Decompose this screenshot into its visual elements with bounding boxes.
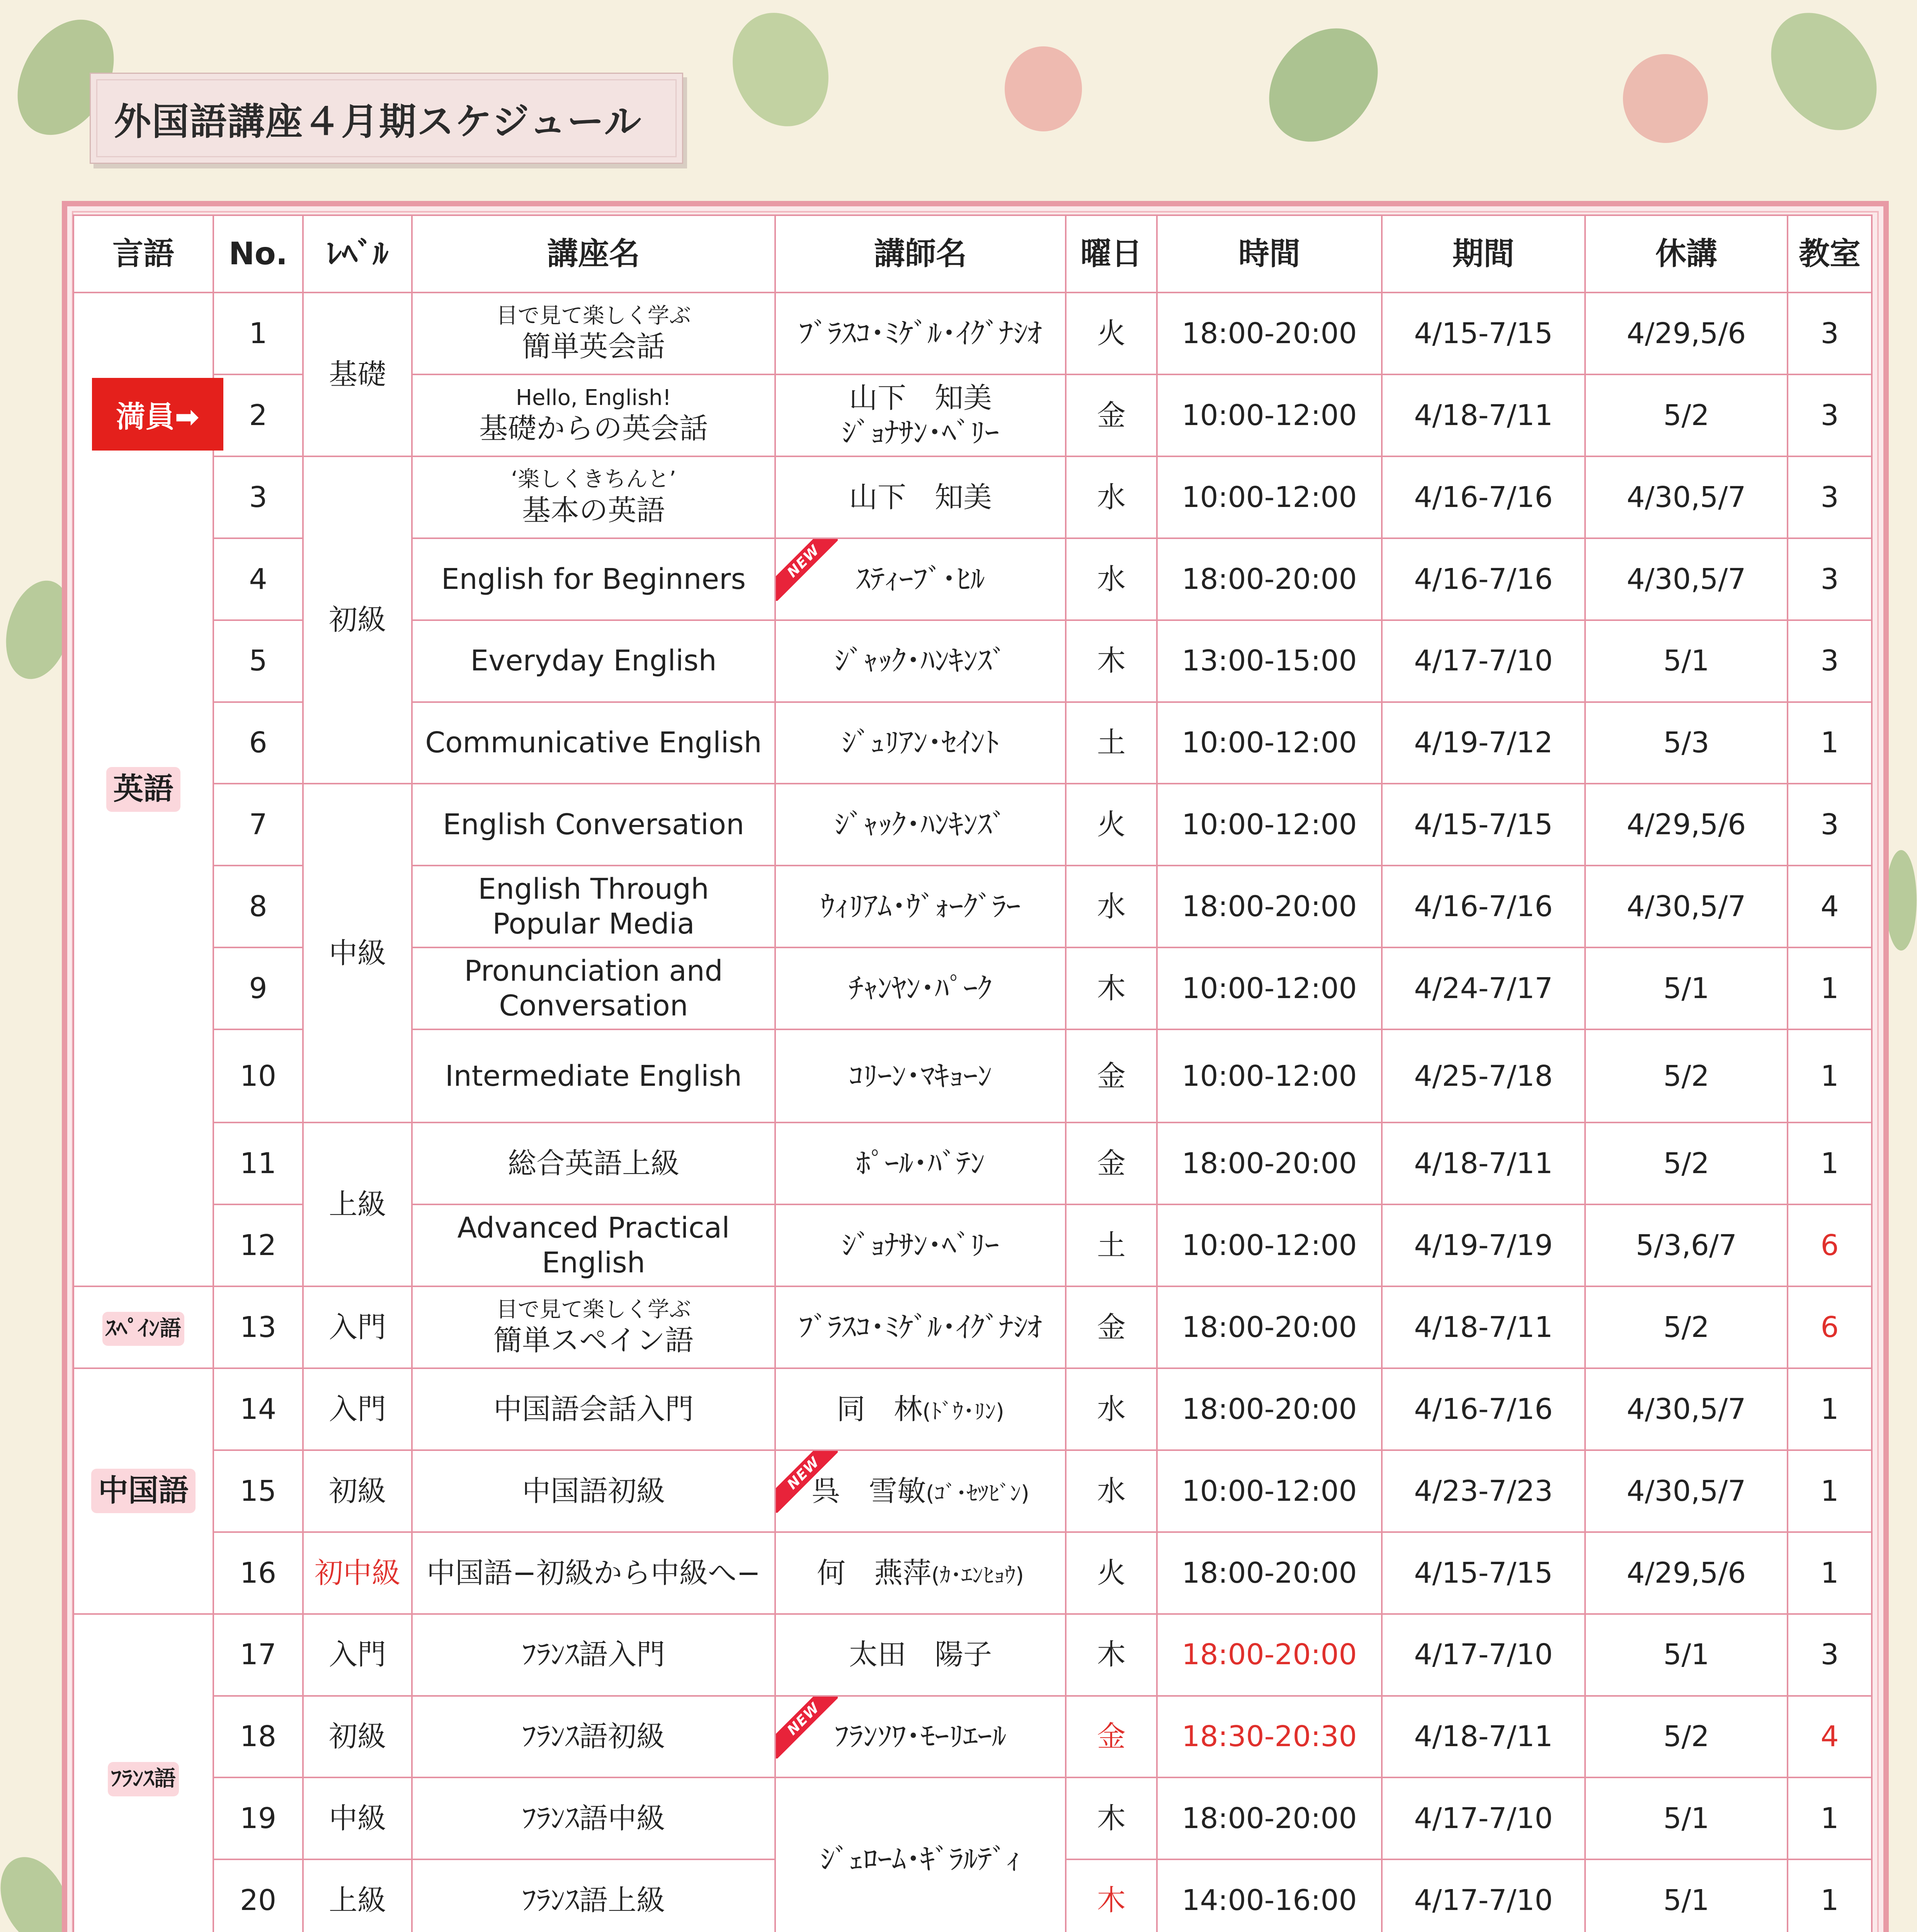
cell-off: 4/29,5/6 [1585,784,1788,866]
cell-no: 13 [213,1286,303,1368]
cell-level: 中級 [303,1777,412,1859]
cell-course [412,1286,775,1368]
new-ribbon-label: NEW [776,1697,838,1759]
cell-period: 4/19-7/12 [1382,702,1585,784]
leaf-decoration [1749,0,1898,150]
cell-off: 5/1 [1585,1859,1788,1932]
cell-no: 20 [213,1859,303,1932]
table-row [73,1286,1872,1368]
cell-period: 4/25-7/18 [1382,1029,1585,1122]
cell-off: 5/2 [1585,1122,1788,1204]
cell-time: 10:00-12:00 [1157,374,1382,456]
cell-room: 1 [1788,1122,1872,1204]
cell-course: 中国語−初級から中級へ− [412,1532,775,1614]
header-day: 曜日 [1066,215,1157,293]
cell-day: 木 [1066,1859,1157,1932]
cell-teacher [775,1450,1066,1532]
cell-off: 5/1 [1585,1614,1788,1696]
cell-no: 4 [213,538,303,620]
teacher-name: 同 林 [837,1392,923,1426]
cell-period: 4/19-7/19 [1382,1204,1585,1286]
cell-course [412,456,775,538]
course-subtitle: 目で見て楽しく学ぶ [496,1297,691,1322]
cell-level: 上級 [303,1859,412,1932]
course-subtitle: Hello, English! [515,385,672,410]
header-period: 期間 [1382,215,1585,293]
course-title: Pronunciation and [464,954,723,988]
cell-room: 1 [1788,947,1872,1029]
cell-no: 9 [213,947,303,1029]
course-title: English Through [478,872,709,906]
cell-period: 4/17-7/10 [1382,1614,1585,1696]
cell-course: 中国語会話入門 [412,1368,775,1450]
cell-period: 4/16-7/16 [1382,538,1585,620]
language-cell-french [73,1614,213,1932]
cell-off: 5/1 [1585,620,1788,702]
table-row [73,1450,1872,1532]
cell-time: 10:00-12:00 [1157,947,1382,1029]
cell-period: 4/16-7/16 [1382,866,1585,947]
cell-room: 1 [1788,1450,1872,1532]
table-header-row [73,215,1872,293]
cell-room: 4 [1788,866,1872,947]
cell-room: 3 [1788,293,1872,374]
cell-time: 18:00-20:00 [1157,1532,1382,1614]
cell-time: 18:00-20:00 [1157,866,1382,947]
cell-off: 5/1 [1585,947,1788,1029]
header-teacher: 講師名 [775,215,1066,293]
teacher-name: 何 燕萍 [817,1556,932,1590]
cell-room: 1 [1788,1777,1872,1859]
cell-course: 中国語初級 [412,1450,775,1532]
course-title: Popular Media [492,907,695,941]
teacher-kana: (ｺﾞ･ｾﾂﾋﾞﾝ) [926,1481,1029,1506]
cell-room: 3 [1788,374,1872,456]
cell-period: 4/18-7/11 [1382,1696,1585,1778]
language-cell-chinese [73,1368,213,1614]
header-room: 教室 [1788,215,1872,293]
cell-teacher [775,374,1066,456]
cell-no: 11 [213,1122,303,1204]
table-row [73,1777,1872,1859]
cell-day: 木 [1066,620,1157,702]
new-ribbon-label: NEW [776,539,838,601]
cell-off: 4/30,5/7 [1585,456,1788,538]
cell-day: 金 [1066,374,1157,456]
cell-course [412,293,775,374]
cell-room: 3 [1788,784,1872,866]
cell-no: 6 [213,702,303,784]
page-title: 外国語講座４月期スケジュール [114,100,642,143]
cell-course: Everyday English [412,620,775,702]
cell-no: 14 [213,1368,303,1450]
cell-day: 火 [1066,1532,1157,1614]
cell-no: 8 [213,866,303,947]
teacher-name: ﾌﾗﾝｿﾜ･ﾓｰﾘｴｰﾙ [835,1720,1006,1753]
cell-period: 4/16-7/16 [1382,1368,1585,1450]
header-language: 言語 [73,215,213,293]
cell-teacher: ｺﾘｰﾝ･ﾏｷｮｰﾝ [775,1029,1066,1122]
course-title: Advanced Practical [457,1211,730,1245]
cell-room: 1 [1788,1532,1872,1614]
cell-level: 初級 [303,456,412,784]
teacher-name: 呉 雪敏 [811,1474,926,1508]
course-subtitle: ‘楽しくきちんと’ [511,467,676,492]
header-off: 休講 [1585,215,1788,293]
cell-day: 火 [1066,784,1157,866]
cell-course: Communicative English [412,702,775,784]
cell-no: 18 [213,1696,303,1778]
header-level: ﾚﾍﾞﾙ [303,215,412,293]
cell-off: 5/2 [1585,1029,1788,1122]
new-ribbon [776,539,838,601]
language-tag: ｽﾍﾟｲﾝ語 [102,1312,184,1346]
cell-room: 3 [1788,620,1872,702]
cell-off: 4/29,5/6 [1585,293,1788,374]
cell-level: 上級 [303,1122,412,1286]
teacher-name: 山下 知美 [849,381,992,415]
cell-off: 5/3,6/7 [1585,1204,1788,1286]
cell-period: 4/18-7/11 [1382,374,1585,456]
cell-level: 入門 [303,1614,412,1696]
new-ribbon [776,1697,838,1759]
cell-teacher: ｼﾞｭﾘｱﾝ･ｾｲﾝﾄ [775,702,1066,784]
cell-teacher: ｼﾞｬｯｸ･ﾊﾝｷﾝｽﾞ [775,620,1066,702]
cell-room: 3 [1788,1614,1872,1696]
cell-teacher: ﾌﾞﾗｽｺ･ﾐｹﾞﾙ･ｲｸﾞﾅｼｵ [775,293,1066,374]
cell-day: 水 [1066,866,1157,947]
cell-course: Intermediate English [412,1029,775,1122]
cell-teacher: ﾁｬﾝﾔﾝ･ﾊﾟｰｸ [775,947,1066,1029]
new-ribbon-label: NEW [776,1451,838,1513]
cell-time: 10:00-12:00 [1157,784,1382,866]
cell-level: 初級 [303,1450,412,1532]
cell-course [412,947,775,1029]
cell-course: ﾌﾗﾝｽ語入門 [412,1614,775,1696]
cell-teacher: ｳｨﾘｱﾑ･ｳﾞｫｰｸﾞﾗｰ [775,866,1066,947]
cell-teacher [775,1532,1066,1614]
cell-off: 5/2 [1585,374,1788,456]
cell-no: 7 [213,784,303,866]
cell-off: 4/30,5/7 [1585,538,1788,620]
cell-period: 4/23-7/23 [1382,1450,1585,1532]
cell-course: English for Beginners [412,538,775,620]
course-title: 基本の英語 [522,493,665,527]
cell-day: 木 [1066,947,1157,1029]
cell-course [412,866,775,947]
cell-level: 入門 [303,1286,412,1368]
cell-time: 18:00-20:00 [1157,1122,1382,1204]
cell-teacher: 山下 知美 [775,456,1066,538]
cell-no: 16 [213,1532,303,1614]
cell-teacher: 太田 陽子 [775,1614,1066,1696]
cell-time: 18:00-20:00 [1157,1368,1382,1450]
language-tag: 中国語 [91,1469,196,1513]
cell-period: 4/15-7/15 [1382,293,1585,374]
cell-off: 5/1 [1585,1777,1788,1859]
cell-time: 18:30-20:30 [1157,1696,1382,1778]
table-row [73,456,1872,538]
teacher-name: ｽﾃｨｰﾌﾞ･ﾋﾙ [856,562,985,596]
cell-time: 18:00-20:00 [1157,1286,1382,1368]
cell-level: 中級 [303,784,412,1122]
table-row [73,1696,1872,1778]
cell-teacher [775,1696,1066,1778]
cell-course [412,1204,775,1286]
cell-period: 4/15-7/15 [1382,784,1585,866]
cell-course: ﾌﾗﾝｽ語初級 [412,1696,775,1778]
cell-time: 18:00-20:00 [1157,1777,1382,1859]
cell-no: 15 [213,1450,303,1532]
table-row [73,1532,1872,1614]
cell-course: ﾌﾗﾝｽ語上級 [412,1859,775,1932]
cell-teacher [775,1368,1066,1450]
cell-day: 火 [1066,293,1157,374]
cell-day: 金 [1066,1122,1157,1204]
header-no: No. [213,215,303,293]
cell-room: 6 [1788,1204,1872,1286]
cell-period: 4/24-7/17 [1382,947,1585,1029]
cell-time: 10:00-12:00 [1157,456,1382,538]
cell-period: 4/18-7/11 [1382,1122,1585,1204]
cell-no: 5 [213,620,303,702]
cell-no: 10 [213,1029,303,1122]
course-title: 基礎からの英会話 [479,412,708,445]
cell-day: 金 [1066,1029,1157,1122]
teacher-name: ｼﾞｮﾅｻﾝ･ﾍﾞﾘｰ [842,416,999,449]
table-row [73,293,1872,374]
cell-period: 4/18-7/11 [1382,1286,1585,1368]
cell-off: 4/30,5/7 [1585,1368,1788,1450]
course-title: English [542,1246,645,1280]
cell-teacher: ｼﾞｬｯｸ･ﾊﾝｷﾝｽﾞ [775,784,1066,866]
cell-day: 土 [1066,702,1157,784]
cell-day: 金 [1066,1286,1157,1368]
cell-off: 4/30,5/7 [1585,1450,1788,1532]
course-title: Conversation [499,989,688,1023]
cell-period: 4/16-7/16 [1382,456,1585,538]
cell-no: 12 [213,1204,303,1286]
cell-day: 水 [1066,1368,1157,1450]
cell-teacher: ﾎﾟｰﾙ･ﾊﾞﾃﾝ [775,1122,1066,1204]
cell-level: 入門 [303,1368,412,1450]
new-ribbon [776,1451,838,1513]
cell-course: 総合英語上級 [412,1122,775,1204]
cell-course: English Conversation [412,784,775,866]
cell-time: 18:00-20:00 [1157,538,1382,620]
cell-off: 5/3 [1585,702,1788,784]
cell-room: 4 [1788,1696,1872,1778]
cell-day: 水 [1066,456,1157,538]
cell-room: 3 [1788,538,1872,620]
cell-off: 5/2 [1585,1286,1788,1368]
cell-room: 1 [1788,1859,1872,1932]
cell-course: ﾌﾗﾝｽ語中級 [412,1777,775,1859]
leaf-decoration [1247,7,1400,163]
cell-level: 初級 [303,1696,412,1778]
cell-time: 10:00-12:00 [1157,1029,1382,1122]
table-row [73,1122,1872,1204]
cell-day: 木 [1066,1614,1157,1696]
cell-teacher [775,538,1066,620]
schedule-table [73,214,1873,1932]
cell-no: 19 [213,1777,303,1859]
cell-day: 土 [1066,1204,1157,1286]
cell-teacher: ｼﾞｮﾅｻﾝ･ﾍﾞﾘｰ [775,1204,1066,1286]
cell-day: 木 [1066,1777,1157,1859]
course-title: 簡単英会話 [522,330,665,363]
cell-level: 初中級 [303,1532,412,1614]
cell-off: 4/29,5/6 [1585,1532,1788,1614]
cell-no: 17 [213,1614,303,1696]
course-title: 簡単スペイン語 [493,1323,694,1357]
language-tag: ﾌﾗﾝｽ語 [108,1762,179,1796]
cell-period: 4/17-7/10 [1382,1859,1585,1932]
cell-day: 水 [1066,1450,1157,1532]
cell-room: 3 [1788,456,1872,538]
full-badge: 満員➡ [92,378,223,451]
cell-period: 4/17-7/10 [1382,1777,1585,1859]
berry-decoration [1005,46,1082,131]
cell-room: 1 [1788,1029,1872,1122]
cell-course [412,374,775,456]
cell-off: 5/2 [1585,1696,1788,1778]
cell-day: 水 [1066,538,1157,620]
cell-teacher: ﾌﾞﾗｽｺ･ﾐｹﾞﾙ･ｲｸﾞﾅｼｵ [775,1286,1066,1368]
cell-time: 18:00-20:00 [1157,293,1382,374]
cell-time: 14:00-16:00 [1157,1859,1382,1932]
berry-decoration [1623,54,1708,143]
cell-time: 10:00-12:00 [1157,1204,1382,1286]
teacher-kana: (ｶ･ｴﾝﾋｮｳ) [931,1563,1024,1588]
cell-room: 6 [1788,1286,1872,1368]
course-subtitle: 目で見て楽しく学ぶ [496,303,691,328]
cell-teacher: ｼﾞｪﾛｰﾑ･ｷﾞﾗﾙﾃﾞｨ [775,1777,1066,1932]
table-row [73,784,1872,866]
cell-room: 1 [1788,1368,1872,1450]
leaf-decoration [1886,850,1917,951]
cell-day: 金 [1066,1696,1157,1778]
table-row [73,1368,1872,1450]
cell-period: 4/17-7/10 [1382,620,1585,702]
cell-time: 18:00-20:00 [1157,1614,1382,1696]
teacher-kana: (ﾄﾞｳ･ﾘﾝ) [922,1399,1004,1424]
table-row [73,1614,1872,1696]
title-box [90,73,683,164]
header-time: 時間 [1157,215,1382,293]
header-course: 講座名 [412,215,775,293]
cell-no: 3 [213,456,303,538]
leaf-decoration [717,0,844,140]
cell-room: 1 [1788,702,1872,784]
language-tag: 英語 [106,767,180,811]
cell-no: 2 [213,374,303,456]
cell-time: 10:00-12:00 [1157,702,1382,784]
cell-no: 1 [213,293,303,374]
cell-off: 4/30,5/7 [1585,866,1788,947]
cell-time: 13:00-15:00 [1157,620,1382,702]
cell-level: 基礎 [303,293,412,456]
language-cell-spanish [73,1286,213,1368]
cell-time: 10:00-12:00 [1157,1450,1382,1532]
cell-period: 4/15-7/15 [1382,1532,1585,1614]
